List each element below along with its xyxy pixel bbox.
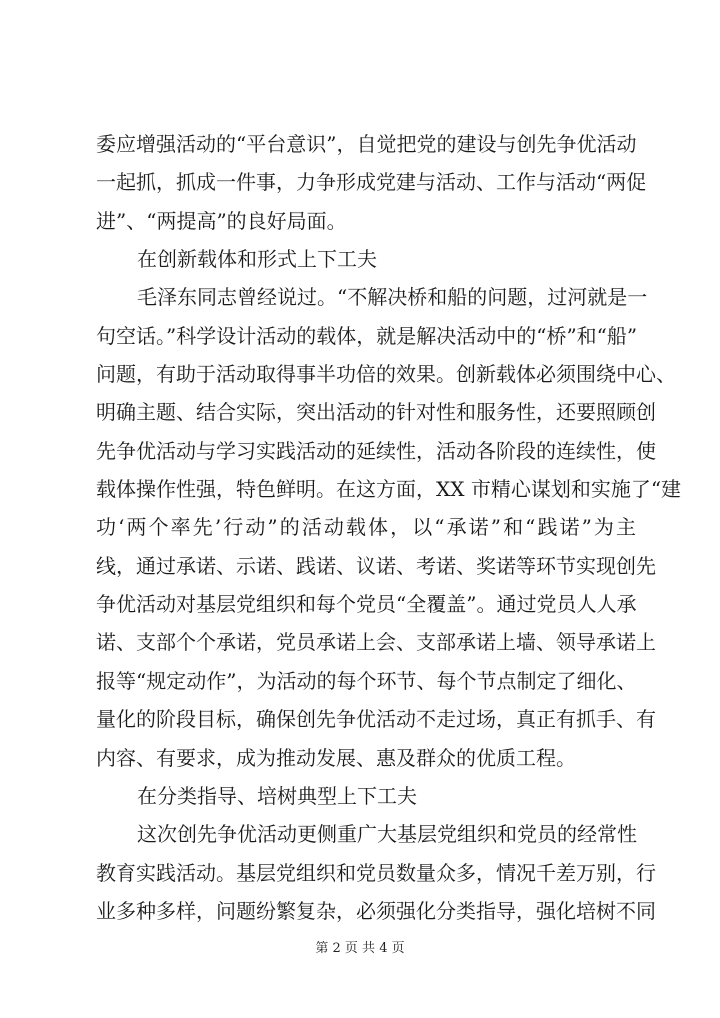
body-text <box>96 125 682 930</box>
paragraph-line: 问题，有助于活动取得事半功倍的效果。创新载体必须围绕中心、 <box>96 362 676 387</box>
paragraph-line: 先争优活动与学习实践活动的延续性，活动各阶段的连续性，使 <box>96 438 656 463</box>
paragraph-line: 进”、“两提高”的良好局面。 <box>96 208 347 233</box>
section-heading: 在分类指导、培树典型上下工夫 <box>137 783 417 808</box>
paragraph-line: 功‘两个率先’行动”的活动载体，以“承诺”和“践诺”为主 <box>96 515 636 540</box>
section-heading: 在创新载体和形式上下工夫 <box>137 247 377 272</box>
paragraph-line: 争优活动对基层党组织和每个党员“全覆盖”。通过党员人人承 <box>96 592 637 617</box>
paragraph-line: 业多种多样，问题纷繁复杂，必须强化分类指导，强化培树不同 <box>96 898 656 923</box>
paragraph-line: 诺、支部个个承诺，党员承诺上会、支部承诺上墙、领导承诺上 <box>96 630 656 655</box>
paragraph-line: 委应增强活动的“平台意识”，自觉把党的建设与创先争优活动 <box>96 132 637 156</box>
paragraph-line: 明确主题、结合实际，突出活动的针对性和服务性，还要照顾创 <box>96 400 656 425</box>
paragraph-line: 线，通过承诺、示诺、践诺、议诺、考诺、奖诺等环节实现创先 <box>96 553 656 578</box>
paragraph-line: 这次创先争优活动更侧重广大基层党组织和党员的经常性 <box>137 822 637 847</box>
page-number: 第 2 页 共 4 页 <box>315 941 405 956</box>
paragraph-line: 一起抓，抓成一件事，力争形成党建与活动、工作与活动“两促 <box>96 170 647 195</box>
paragraph-line: 量化的阶段目标，确保创先争优活动不走过场，真正有抓手、有 <box>96 707 656 732</box>
paragraph-line: 毛泽东同志曾经说过。“不解决桥和船的问题，过河就是一 <box>137 285 648 310</box>
paragraph-line: 教育实践活动。基层党组织和党员数量众多，情况千差万别，行 <box>96 860 656 885</box>
paragraph-line: 内容、有要求，成为推动发展、惠及群众的优质工程。 <box>96 745 576 770</box>
paragraph-line: 报等“规定动作”，为活动的每个环节、每个节点制定了细化、 <box>96 668 637 693</box>
paragraph-line: 载体操作性强，特色鲜明。在这方面，XX 市精心谋划和实施了“建 <box>96 477 682 502</box>
paragraph-line: 句空话。”科学设计活动的载体，就是解决活动中的“桥”和“船” <box>96 323 638 348</box>
